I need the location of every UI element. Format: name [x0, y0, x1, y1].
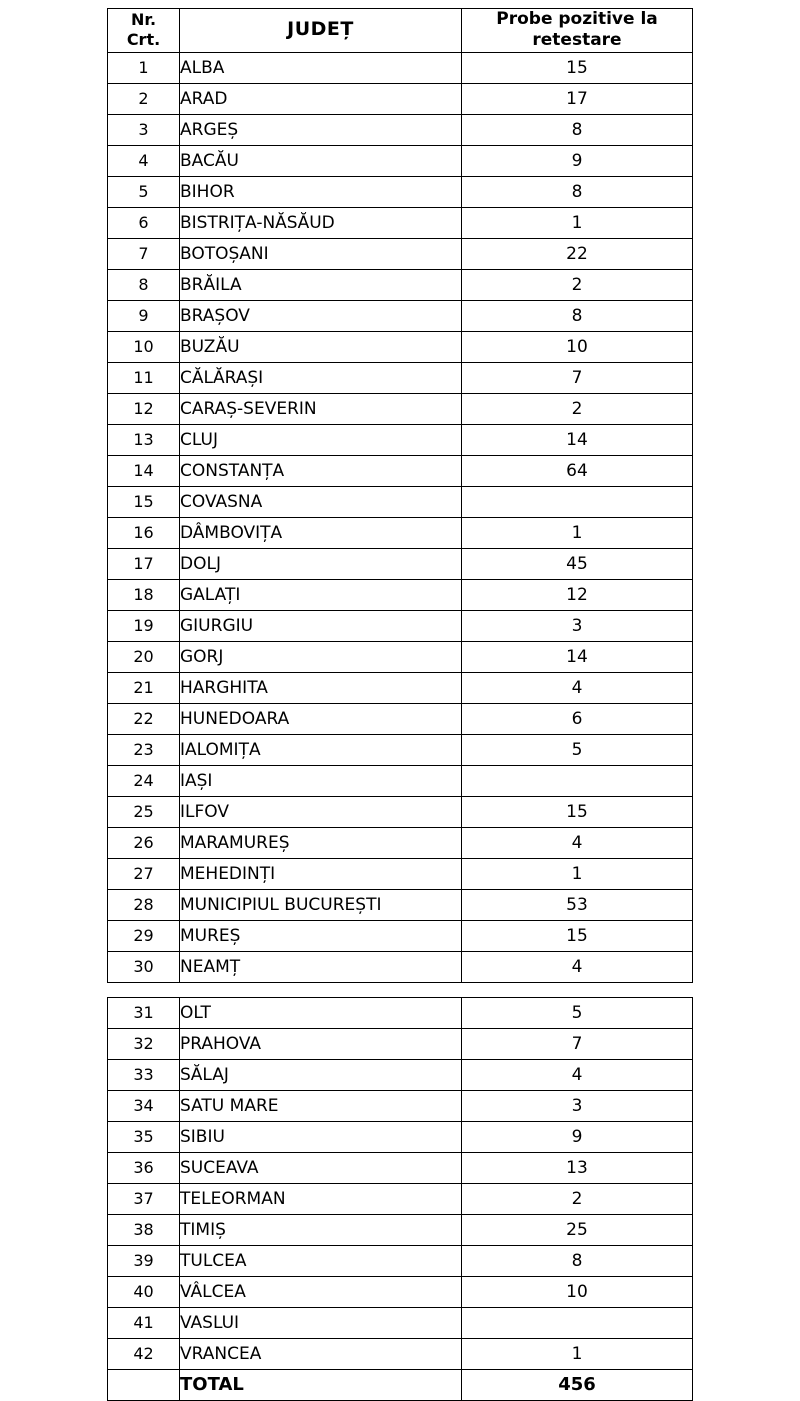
table-row — [108, 1152, 693, 1183]
row-index-cell: 6 — [108, 207, 180, 238]
positive-retests-cell: 6 — [462, 703, 693, 734]
row-index-cell: 11 — [108, 362, 180, 393]
table-header — [108, 9, 693, 53]
county-name-cell: DOLJ — [180, 548, 462, 579]
table-row — [108, 1121, 693, 1152]
row-index-cell: 14 — [108, 455, 180, 486]
county-name-cell: BIHOR — [180, 176, 462, 207]
table-row — [108, 641, 693, 672]
positive-retests-cell: 17 — [462, 83, 693, 114]
table-row — [108, 1090, 693, 1121]
row-index-cell: 27 — [108, 858, 180, 889]
positive-retests-cell: 9 — [462, 145, 693, 176]
positive-retests-cell: 8 — [462, 114, 693, 145]
table-row — [108, 52, 693, 83]
table-row — [108, 114, 693, 145]
county-name-cell: ARGEȘ — [180, 114, 462, 145]
county-name-cell: VÂLCEA — [180, 1276, 462, 1307]
county-name-cell: PRAHOVA — [180, 1028, 462, 1059]
row-index-cell: 4 — [108, 145, 180, 176]
positive-retests-cell: 10 — [462, 331, 693, 362]
table-row — [108, 610, 693, 641]
table-row — [108, 517, 693, 548]
table-row — [108, 1214, 693, 1245]
table-separator — [0, 983, 800, 997]
positive-retests-cell: 4 — [462, 951, 693, 982]
county-name-cell: SIBIU — [180, 1121, 462, 1152]
county-name-cell: GORJ — [180, 641, 462, 672]
county-table-part-2 — [107, 997, 693, 1401]
county-name-cell: SATU MARE — [180, 1090, 462, 1121]
county-name-cell: CĂLĂRAȘI — [180, 362, 462, 393]
table-row — [108, 765, 693, 796]
county-name-cell: TELEORMAN — [180, 1183, 462, 1214]
positive-retests-cell: 10 — [462, 1276, 693, 1307]
row-index-cell: 13 — [108, 424, 180, 455]
positive-retests-cell: 5 — [462, 997, 693, 1028]
positive-retests-cell: 12 — [462, 579, 693, 610]
row-index-cell: 33 — [108, 1059, 180, 1090]
row-index-cell: 5 — [108, 176, 180, 207]
county-name-cell: GIURGIU — [180, 610, 462, 641]
row-index-cell: 25 — [108, 796, 180, 827]
positive-retests-cell — [462, 486, 693, 517]
table-row — [108, 362, 693, 393]
table-row — [108, 734, 693, 765]
total-label-cell: TOTAL — [180, 1369, 462, 1400]
table-row — [108, 1183, 693, 1214]
row-index-cell: 19 — [108, 610, 180, 641]
county-name-cell: MARAMUREȘ — [180, 827, 462, 858]
row-index-cell: 15 — [108, 486, 180, 517]
total-row — [108, 1369, 693, 1400]
county-name-cell: CLUJ — [180, 424, 462, 455]
positive-retests-cell: 1 — [462, 858, 693, 889]
positive-retests-cell: 9 — [462, 1121, 693, 1152]
row-index-cell: 22 — [108, 703, 180, 734]
table-row — [108, 951, 693, 982]
table-row — [108, 1245, 693, 1276]
county-table-part-1 — [107, 8, 693, 983]
county-name-cell: ARAD — [180, 83, 462, 114]
table-row — [108, 1338, 693, 1369]
positive-retests-cell: 2 — [462, 269, 693, 300]
positive-retests-cell: 13 — [462, 1152, 693, 1183]
row-index-cell: 8 — [108, 269, 180, 300]
row-index-cell: 41 — [108, 1307, 180, 1338]
positive-retests-cell: 4 — [462, 1059, 693, 1090]
county-name-cell: GALAȚI — [180, 579, 462, 610]
table-row — [108, 486, 693, 517]
positive-retests-cell: 53 — [462, 889, 693, 920]
row-index-cell: 24 — [108, 765, 180, 796]
row-index-cell: 26 — [108, 827, 180, 858]
county-name-cell: NEAMȚ — [180, 951, 462, 982]
table-row — [108, 579, 693, 610]
positive-retests-cell: 2 — [462, 393, 693, 424]
column-header-judet: JUDEȚ — [180, 9, 462, 53]
table-body-part-2 — [108, 997, 693, 1400]
row-index-cell: 10 — [108, 331, 180, 362]
positive-retests-cell: 7 — [462, 1028, 693, 1059]
county-name-cell: VASLUI — [180, 1307, 462, 1338]
table-row — [108, 1028, 693, 1059]
row-index-cell: 35 — [108, 1121, 180, 1152]
county-name-cell: ALBA — [180, 52, 462, 83]
table-row — [108, 331, 693, 362]
positive-retests-cell: 3 — [462, 1090, 693, 1121]
row-index-cell: 9 — [108, 300, 180, 331]
county-name-cell: TIMIȘ — [180, 1214, 462, 1245]
row-index-cell: 20 — [108, 641, 180, 672]
row-index-cell: 2 — [108, 83, 180, 114]
county-name-cell: BOTOȘANI — [180, 238, 462, 269]
row-index-cell: 28 — [108, 889, 180, 920]
county-name-cell: MUNICIPIUL BUCUREȘTI — [180, 889, 462, 920]
table-row — [108, 393, 693, 424]
county-name-cell: MUREȘ — [180, 920, 462, 951]
county-name-cell: BACĂU — [180, 145, 462, 176]
county-name-cell: BUZĂU — [180, 331, 462, 362]
column-header-value-line2: retestare — [532, 30, 622, 51]
county-name-cell: HARGHITA — [180, 672, 462, 703]
column-header-nr-line2: Crt. — [126, 30, 161, 50]
row-index-cell: 21 — [108, 672, 180, 703]
row-index-cell: 18 — [108, 579, 180, 610]
table-row — [108, 1307, 693, 1338]
positive-retests-cell: 8 — [462, 300, 693, 331]
table-row — [108, 455, 693, 486]
table-row — [108, 1059, 693, 1090]
row-index-cell: 37 — [108, 1183, 180, 1214]
positive-retests-cell: 4 — [462, 672, 693, 703]
positive-retests-cell: 4 — [462, 827, 693, 858]
positive-retests-cell: 14 — [462, 424, 693, 455]
county-name-cell: DÂMBOVIȚA — [180, 517, 462, 548]
row-index-cell: 34 — [108, 1090, 180, 1121]
table-row — [108, 920, 693, 951]
table-row — [108, 827, 693, 858]
positive-retests-cell: 45 — [462, 548, 693, 579]
positive-retests-cell: 1 — [462, 207, 693, 238]
table-row — [108, 145, 693, 176]
row-index-cell: 7 — [108, 238, 180, 269]
column-header-nr — [108, 9, 180, 53]
table-row — [108, 889, 693, 920]
table-row — [108, 176, 693, 207]
positive-retests-cell: 2 — [462, 1183, 693, 1214]
row-index-cell: 32 — [108, 1028, 180, 1059]
table-header-row — [108, 9, 693, 53]
county-name-cell: TULCEA — [180, 1245, 462, 1276]
row-index-cell: 39 — [108, 1245, 180, 1276]
row-index-cell: 23 — [108, 734, 180, 765]
table-row — [108, 703, 693, 734]
table-row — [108, 424, 693, 455]
table-body-part-1 — [108, 52, 693, 982]
positive-retests-cell: 8 — [462, 176, 693, 207]
table-row — [108, 83, 693, 114]
table-row — [108, 300, 693, 331]
row-index-cell: 42 — [108, 1338, 180, 1369]
row-index-cell: 36 — [108, 1152, 180, 1183]
table-row — [108, 269, 693, 300]
table-row — [108, 548, 693, 579]
county-name-cell: BRĂILA — [180, 269, 462, 300]
county-name-cell: CONSTANȚA — [180, 455, 462, 486]
total-index-cell — [108, 1369, 180, 1400]
row-index-cell: 12 — [108, 393, 180, 424]
positive-retests-cell: 22 — [462, 238, 693, 269]
table-row — [108, 858, 693, 889]
table-row — [108, 238, 693, 269]
positive-retests-cell: 14 — [462, 641, 693, 672]
row-index-cell: 16 — [108, 517, 180, 548]
county-name-cell: COVASNA — [180, 486, 462, 517]
county-name-cell: SĂLAJ — [180, 1059, 462, 1090]
row-index-cell: 17 — [108, 548, 180, 579]
county-name-cell: VRANCEA — [180, 1338, 462, 1369]
column-header-value — [462, 9, 693, 53]
positive-retests-cell: 25 — [462, 1214, 693, 1245]
table-row — [108, 796, 693, 827]
positive-retests-cell: 7 — [462, 362, 693, 393]
county-name-cell: CARAȘ-SEVERIN — [180, 393, 462, 424]
positive-retests-cell: 8 — [462, 1245, 693, 1276]
positive-retests-cell: 1 — [462, 1338, 693, 1369]
row-index-cell: 1 — [108, 52, 180, 83]
county-name-cell: ILFOV — [180, 796, 462, 827]
positive-retests-cell: 15 — [462, 796, 693, 827]
row-index-cell: 31 — [108, 997, 180, 1028]
positive-retests-cell: 15 — [462, 920, 693, 951]
row-index-cell: 29 — [108, 920, 180, 951]
county-name-cell: HUNEDOARA — [180, 703, 462, 734]
county-name-cell: BISTRIȚA-NĂSĂUD — [180, 207, 462, 238]
row-index-cell: 30 — [108, 951, 180, 982]
county-name-cell: OLT — [180, 997, 462, 1028]
table-row — [108, 997, 693, 1028]
column-header-value-line1: Probe pozitive la — [496, 9, 658, 29]
county-name-cell: SUCEAVA — [180, 1152, 462, 1183]
county-name-cell: BRAȘOV — [180, 300, 462, 331]
county-name-cell: IAȘI — [180, 765, 462, 796]
positive-retests-cell: 3 — [462, 610, 693, 641]
row-index-cell: 38 — [108, 1214, 180, 1245]
county-name-cell: IALOMIȚA — [180, 734, 462, 765]
positive-retests-cell: 64 — [462, 455, 693, 486]
table-row — [108, 672, 693, 703]
positive-retests-cell: 5 — [462, 734, 693, 765]
county-name-cell: MEHEDINȚI — [180, 858, 462, 889]
positive-retests-cell: 15 — [462, 52, 693, 83]
column-header-nr-line1: Nr. — [130, 10, 157, 30]
total-value-cell: 456 — [462, 1369, 693, 1400]
row-index-cell: 3 — [108, 114, 180, 145]
positive-retests-cell: 1 — [462, 517, 693, 548]
row-index-cell: 40 — [108, 1276, 180, 1307]
positive-retests-cell — [462, 1307, 693, 1338]
positive-retests-cell — [462, 765, 693, 796]
table-row — [108, 1276, 693, 1307]
table-row — [108, 207, 693, 238]
